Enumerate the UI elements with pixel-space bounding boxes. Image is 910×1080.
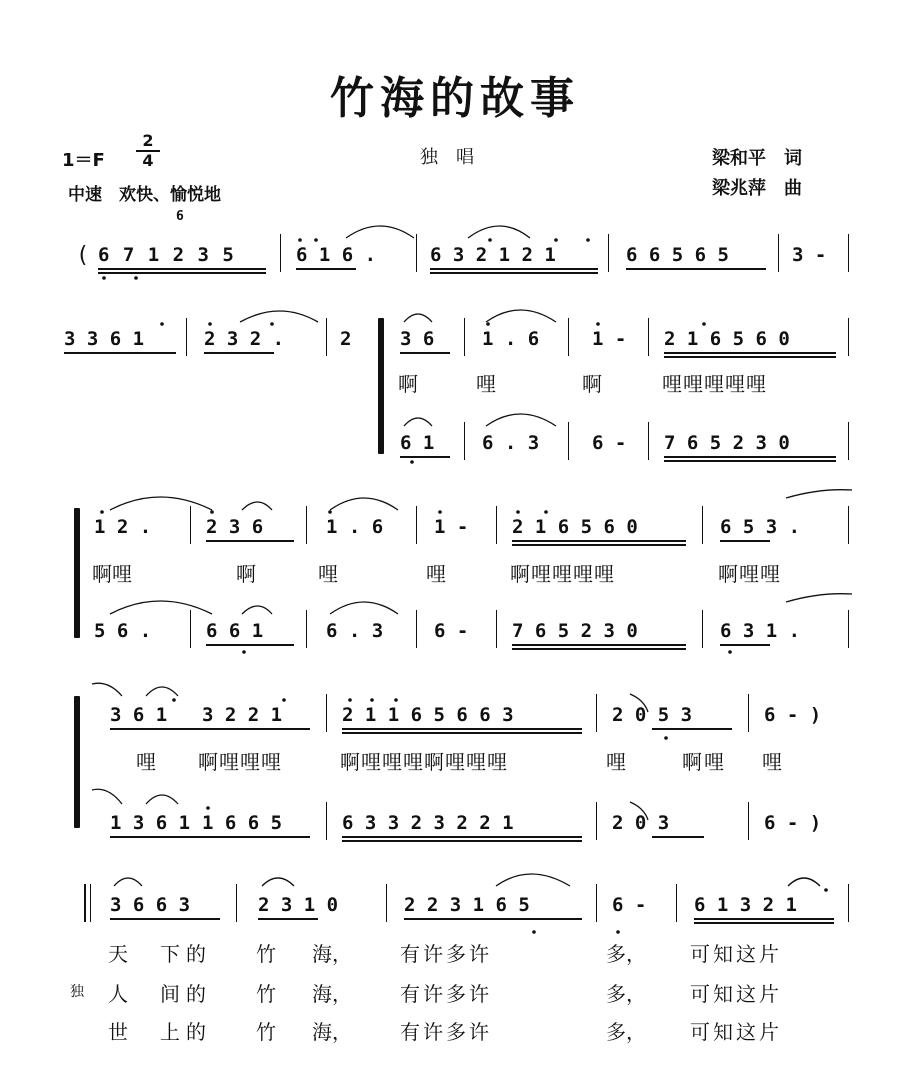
lyric-word: 多， bbox=[606, 1020, 646, 1044]
lyric-word: 多， bbox=[606, 982, 646, 1006]
measure-notes: 6 6 1 bbox=[206, 620, 264, 642]
lyric-word: 啊哩哩哩哩 bbox=[510, 562, 615, 586]
lyric-word: 竹 bbox=[256, 942, 276, 966]
measure-notes: 2 1 6 5 6 0 bbox=[512, 516, 638, 538]
intro-open-paren: ( bbox=[76, 243, 90, 268]
measure-notes: 2 3 6 bbox=[206, 516, 264, 538]
measure-notes: 1 3 6 1 bbox=[110, 812, 191, 834]
composer-credit: 梁兆萍 曲 bbox=[712, 178, 802, 199]
measure-notes: 6 7 1 2 3 5 bbox=[98, 244, 235, 266]
lyric-word: 啊哩 bbox=[682, 750, 726, 774]
measure-notes: 3 2 2 1 bbox=[202, 704, 283, 726]
measure-notes: 6 3 1 . bbox=[720, 620, 801, 642]
lyric-word: 海， bbox=[312, 982, 352, 1006]
lyric-word: 世 bbox=[108, 1020, 128, 1044]
lyric-word: 竹 bbox=[256, 1020, 276, 1044]
lyric-word: 多， bbox=[606, 942, 646, 966]
lyric-word: 啊哩 bbox=[92, 562, 132, 586]
lyric-word: 啊哩哩 bbox=[718, 562, 781, 586]
measure-notes: 6 5 3 . bbox=[720, 516, 801, 538]
measure-notes: 6 3 3 2 3 2 2 1 bbox=[342, 812, 514, 834]
lyric-word: 啊哩哩哩啊哩哩哩 bbox=[340, 750, 508, 774]
measure-notes: 2 1 6 5 6 0 bbox=[664, 328, 790, 350]
measure-notes: 2 0 5 3 bbox=[612, 704, 693, 726]
song-title: 竹海的故事 bbox=[330, 73, 580, 124]
measure-notes: 1 - bbox=[434, 516, 469, 538]
measure-notes: 6 1 3 2 1 bbox=[694, 894, 797, 916]
measure-notes: 6 - bbox=[612, 894, 647, 916]
key-signature: 1＝F bbox=[62, 150, 105, 171]
measure-notes: 3 - bbox=[792, 244, 827, 266]
lyric-word: 间的 bbox=[160, 982, 212, 1006]
verse-label: 独 bbox=[70, 984, 84, 1000]
measure-notes: 6 6 5 6 5 bbox=[626, 244, 729, 266]
lyric-word: 海， bbox=[312, 942, 352, 966]
time-signature-denominator: 4 bbox=[142, 151, 154, 170]
measure-notes: 2 1 1 6 5 6 6 3 bbox=[342, 704, 514, 726]
measure-notes: 2 3 2 . bbox=[204, 328, 285, 350]
lyric-word: 天 bbox=[108, 942, 128, 966]
lyric-word: 哩 bbox=[476, 372, 496, 396]
measure-notes: 3 3 6 1 bbox=[64, 328, 145, 350]
measure-notes: 2 0 3 bbox=[612, 812, 670, 834]
measure-notes: 7 6 5 2 3 0 bbox=[512, 620, 638, 642]
measure-notes: 6 - ) bbox=[764, 812, 822, 834]
lyric-word: 上的 bbox=[160, 1020, 212, 1044]
measure-notes: 3 6 6 3 bbox=[110, 894, 191, 916]
lyric-word: 海， bbox=[312, 1020, 352, 1044]
lyric-word: 啊 bbox=[236, 562, 256, 586]
measure-notes: 1 6 6 5 bbox=[202, 812, 283, 834]
measure-notes: 1 . 6 bbox=[482, 328, 540, 350]
measure-notes: 1 2 . bbox=[94, 516, 152, 538]
measure-notes: 7 6 5 2 3 0 bbox=[664, 432, 790, 454]
lyric-word: 可知这片 bbox=[690, 1020, 782, 1044]
measure-notes: 6 - ) bbox=[764, 704, 822, 726]
lyric-word: 哩哩哩哩哩 bbox=[662, 372, 767, 396]
lyric-word: 人 bbox=[108, 982, 128, 1006]
measure-notes: 2 bbox=[340, 328, 352, 350]
lyric-word: 啊 bbox=[398, 372, 418, 396]
lyric-word: 哩 bbox=[426, 562, 446, 586]
lyric-word: 哩 bbox=[606, 750, 626, 774]
lyric-word: 可知这片 bbox=[690, 942, 782, 966]
measure-notes: 6 - bbox=[592, 432, 627, 454]
measure-notes: 3 6 1 bbox=[110, 704, 168, 726]
lyricist-credit: 梁和平 词 bbox=[712, 148, 802, 169]
tempo-marking: 中速 欢快、愉悦地 bbox=[68, 185, 221, 205]
measure-notes: 6 . 3 bbox=[326, 620, 384, 642]
lyric-word: 哩 bbox=[762, 750, 782, 774]
lyric-word: 啊 bbox=[582, 372, 602, 396]
performance-type: 独 唱 bbox=[420, 147, 474, 168]
lyric-word: 可知这片 bbox=[690, 982, 782, 1006]
lyric-word: 啊哩哩哩 bbox=[198, 750, 282, 774]
time-signature-numerator: 2 bbox=[136, 132, 160, 152]
measure-notes: 1 . 6 bbox=[326, 516, 384, 538]
measure-notes: 2 2 3 1 6 5 bbox=[404, 894, 530, 916]
lyric-word: 有许多许 bbox=[400, 942, 492, 966]
measure-notes: 6 1 bbox=[400, 432, 435, 454]
grace-note: 6 bbox=[176, 209, 184, 224]
lyric-word: 有许多许 bbox=[400, 982, 492, 1006]
lyric-word: 竹 bbox=[256, 982, 276, 1006]
measure-notes: 6 . 3 bbox=[482, 432, 540, 454]
lyric-word: 下的 bbox=[160, 942, 212, 966]
measure-notes: 2 3 1 0 bbox=[258, 894, 339, 916]
measure-notes: 3 6 bbox=[400, 328, 435, 350]
lyric-word: 哩 bbox=[136, 750, 156, 774]
measure-notes: 5 6 . bbox=[94, 620, 152, 642]
lyric-word: 哩 bbox=[318, 562, 338, 586]
measure-notes: 6 3 2 1 2 1 bbox=[430, 244, 556, 266]
measure-notes: 6 - bbox=[434, 620, 469, 642]
lyric-word: 有许多许 bbox=[400, 1020, 492, 1044]
measure-notes: 1 - bbox=[592, 328, 627, 350]
measure-notes: 6 1 6 . bbox=[296, 244, 377, 266]
